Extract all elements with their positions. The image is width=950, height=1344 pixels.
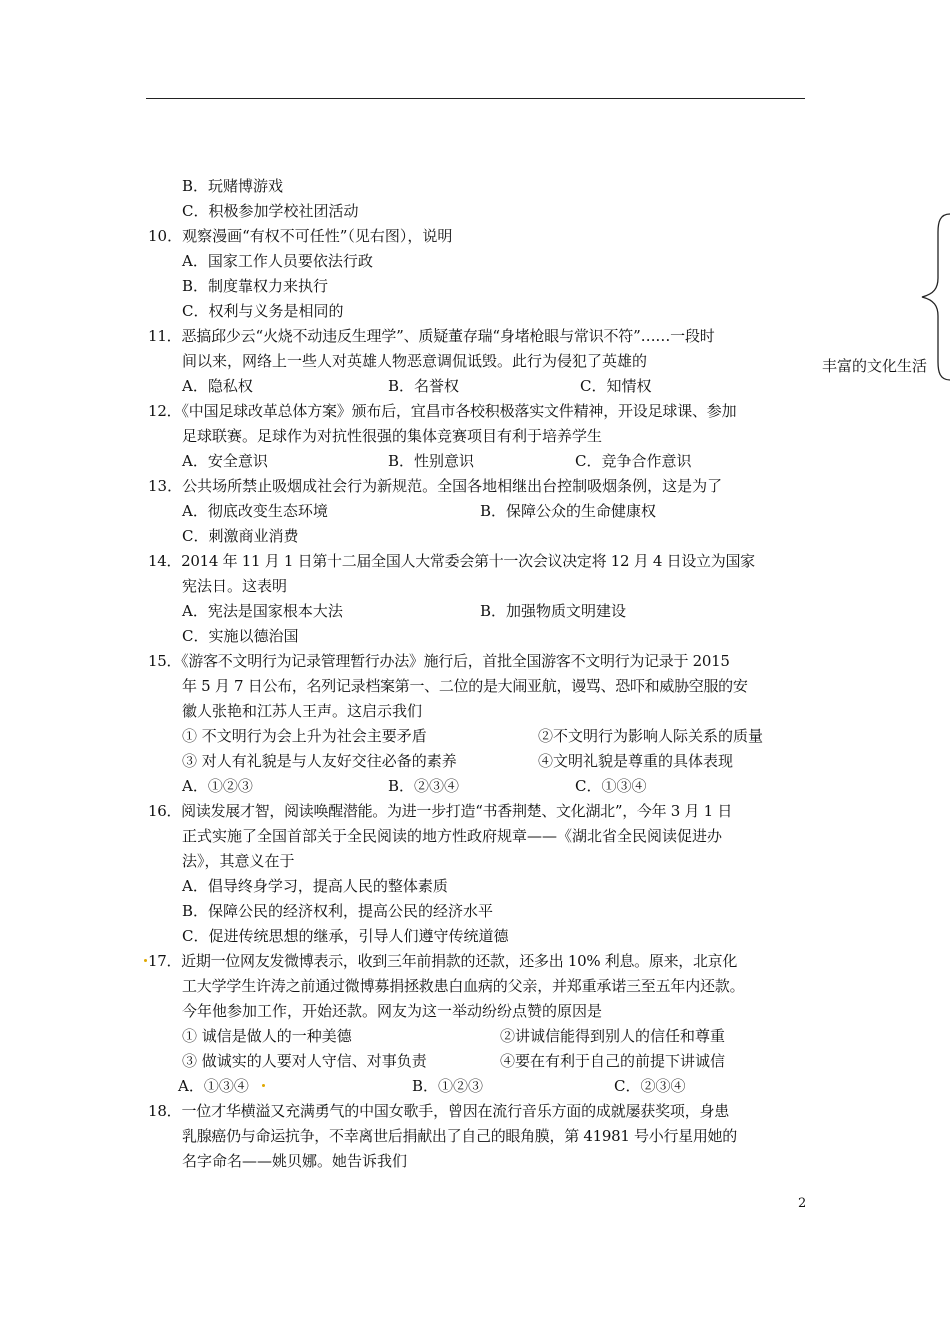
header-rule xyxy=(146,98,805,99)
q13-option-a: A．彻底改变生态环境 xyxy=(182,502,328,520)
q12-option-c: C．竞争合作意识 xyxy=(575,452,692,470)
q17-option-a: A．①③④ xyxy=(178,1077,249,1095)
q17-stem-line3: 今年他参加工作，开始还款。网友为这一举动纷纷点赞的原因是 xyxy=(182,1002,603,1020)
q15-statement-2: ②不文明行为影响人际关系的质量 xyxy=(538,727,764,745)
q16-option-c: C．促进传统思想的继承，引导人们遵守传统道德 xyxy=(182,927,509,945)
q11-option-b: B．名誉权 xyxy=(388,377,460,395)
q17-stem-line1: 17．近期一位网友发微博表示，收到三年前捐款的还款，还多出 10% 利息。原来，北京化 xyxy=(148,952,738,970)
q15-statement-1: ① 不文明行为会上升为社会主要矛盾 xyxy=(182,727,427,745)
q15-option-b: B．②③④ xyxy=(388,777,460,795)
side-note: 丰富的文化生活 xyxy=(822,357,928,375)
q16-stem-line2: 正式实施了全国首部关于全民阅读的地方性政府规章——《湖北省全民阅读促进办 xyxy=(182,827,723,845)
q10-option-a: A．国家工作人员要依法行政 xyxy=(182,252,373,270)
q13-option-c: C．刺激商业消费 xyxy=(182,527,299,545)
q11-stem-line1: 11．恶搞邱少云“火烧不动违反生理学”、质疑董存瑞“身堵枪眼与常识不符”……一段时 xyxy=(148,327,715,345)
q18-stem-line3: 名字命名——姚贝娜。她告诉我们 xyxy=(182,1152,408,1170)
q13-stem: 13．公共场所禁止吸烟成社会行为新规范。全国各地相继出台控制吸烟条例，这是为了 xyxy=(148,477,723,495)
q15-stem-line1: 15．《游客不文明行为记录管理暂行办法》施行后，首批全国游客不文明行为记录于 2015 xyxy=(148,652,730,670)
q17-statement-3: ③ 做诚实的人要对人守信、对事负责 xyxy=(182,1052,427,1070)
q10-option-b: B．制度靠权力来执行 xyxy=(182,277,329,295)
q14-option-b: B．加强物质文明建设 xyxy=(480,602,627,620)
q11-option-c: C．知情权 xyxy=(580,377,652,395)
q15-option-a: A．①②③ xyxy=(182,777,253,795)
q17-stem-line2: 工大学学生许涛之前通过微博募捐拯救患白血病的父亲，并郑重承诺三至五年内还款。 xyxy=(182,977,745,995)
yellow-mark xyxy=(144,959,147,962)
q14-option-a: A．宪法是国家根本大法 xyxy=(182,602,343,620)
q15-statement-3: ③ 对人有礼貌是与人友好交往必备的素养 xyxy=(182,752,457,770)
q16-stem-line1: 16．阅读发展才智，阅读唤醒潜能。为进一步打造“书香荆楚、文化湖北”，今年 3 月 1 日 xyxy=(148,802,733,820)
q13-option-b: B．保障公众的生命健康权 xyxy=(480,502,657,520)
q18-stem-line1: 18．一位才华横溢又充满勇气的中国女歌手，曾因在流行音乐方面的成就屡获奖项，身患 xyxy=(148,1102,730,1120)
q11-option-a: A．隐私权 xyxy=(182,377,253,395)
q16-option-a: A．倡导终身学习，提高人民的整体素质 xyxy=(182,877,448,895)
q18-stem-line2: 乳腺癌仍与命运抗争，不幸离世后捐献出了自己的眼角膜，第 41981 号小行星用她的 xyxy=(182,1127,737,1145)
q12-option-a: A．安全意识 xyxy=(182,452,268,470)
q9-option-b: B．玩赌博游戏 xyxy=(182,177,284,195)
q17-statement-4: ④要在有利于自己的前提下讲诚信 xyxy=(500,1052,726,1070)
page-number: 2 xyxy=(798,1196,807,1211)
q9-option-c: C．积极参加学校社团活动 xyxy=(182,202,359,220)
q15-option-c: C．①③④ xyxy=(575,777,647,795)
q15-stem-line3: 徽人张艳和江苏人王声。这启示我们 xyxy=(182,702,423,720)
yellow-mark xyxy=(262,1084,265,1087)
q14-option-c: C．实施以德治国 xyxy=(182,627,299,645)
q17-statement-1: ① 诚信是做人的一种美德 xyxy=(182,1027,352,1045)
q14-stem-line1: 14．2014 年 11 月 1 日第十二届全国人大常委会第十一次会议决定将 12 月 4 日设立为国家 xyxy=(148,552,755,570)
q12-stem-line2: 足球联赛。足球作为对抗性很强的集体竞赛项目有利于培养学生 xyxy=(182,427,603,445)
q10-stem: 10．观察漫画“有权不可任性”（见右图），说明 xyxy=(148,227,453,245)
q12-option-b: B．性别意识 xyxy=(388,452,475,470)
q17-option-c: C．②③④ xyxy=(614,1077,686,1095)
q15-stem-line2: 年 5 月 7 日公布，名列记录档案第一、二位的是大闹亚航，谩骂、恐吓和威胁空服的安 xyxy=(182,677,748,695)
q16-option-b: B．保障公民的经济权利，提高公民的经济水平 xyxy=(182,902,494,920)
q14-stem-line2: 宪法日。这表明 xyxy=(182,577,288,595)
q17-statement-2: ②讲诚信能得到别人的信任和尊重 xyxy=(500,1027,726,1045)
q10-option-c: C．权利与义务是相同的 xyxy=(182,302,344,320)
q12-stem-line1: 12．《中国足球改革总体方案》颁布后，宜昌市各校积极落实文件精神，开设足球课、参加 xyxy=(148,402,737,420)
q16-stem-line3: 法》，其意义在于 xyxy=(182,852,295,870)
q17-option-b: B．①②③ xyxy=(412,1077,484,1095)
q15-statement-4: ④文明礼貌是尊重的具体表现 xyxy=(538,752,734,770)
q11-stem-line2: 间以来，网络上一些人对英雄人物恶意调侃诋毁。此行为侵犯了英雄的 xyxy=(182,352,648,370)
